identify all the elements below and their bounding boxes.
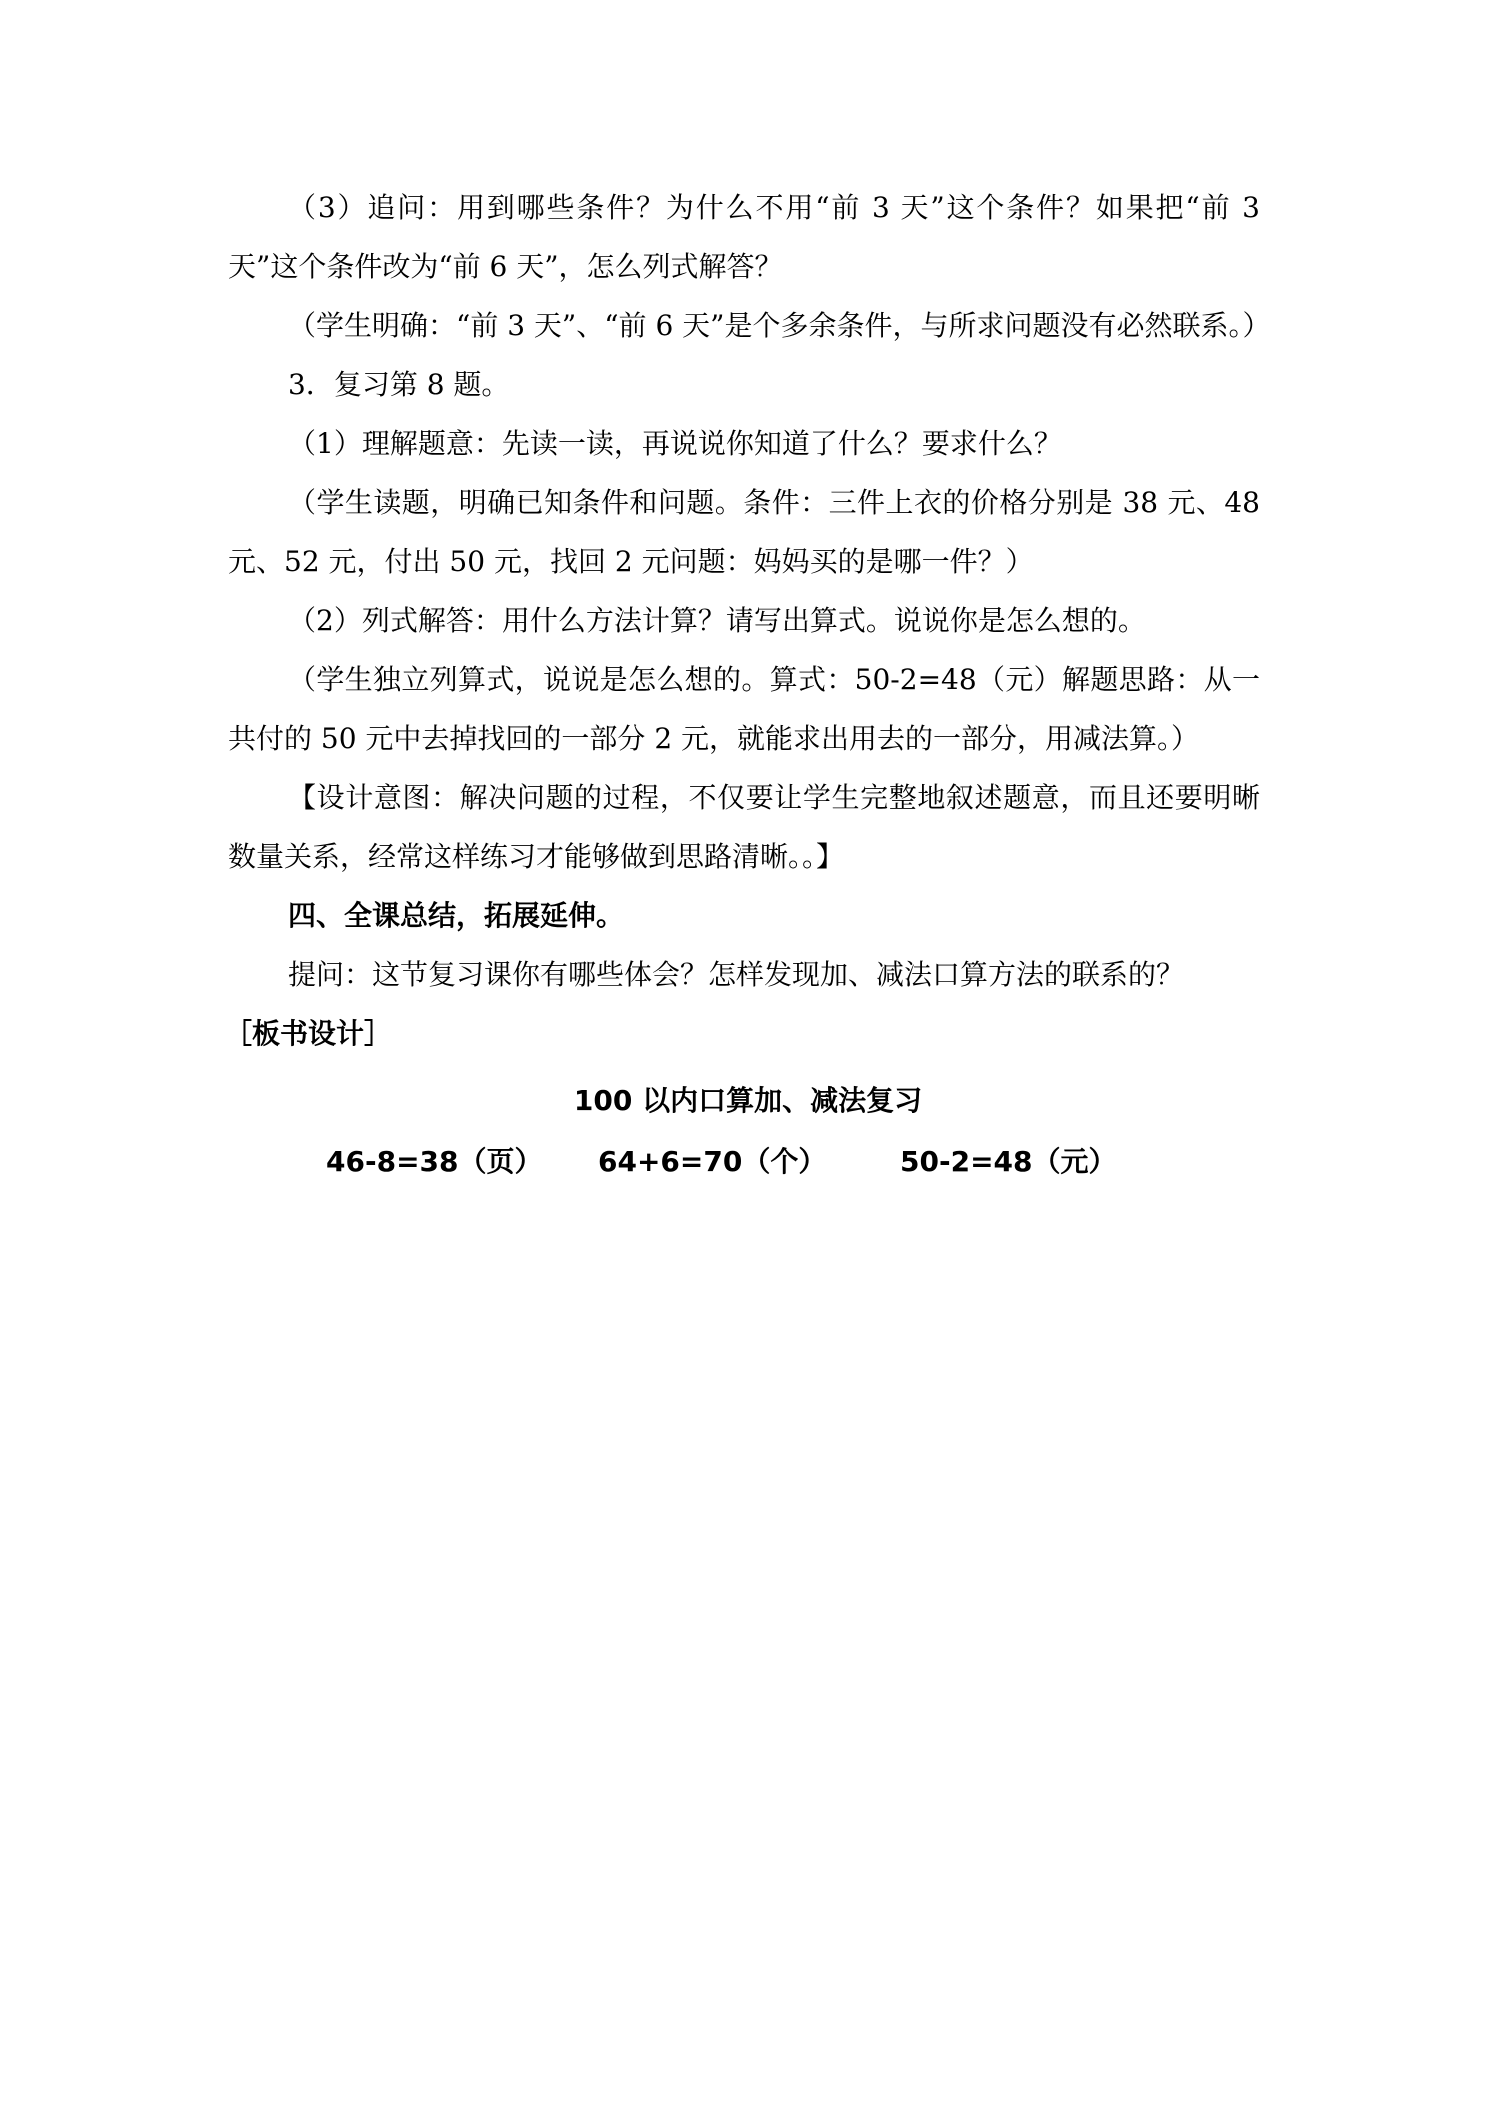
- board-equation: 50-2=48（元）: [900, 1145, 1117, 1178]
- paragraph-review-item-8: 3．复习第 8 题。: [288, 368, 510, 401]
- paragraph-summary-question: 提问：这节复习课你有哪些体会？怎样发现加、减法口算方法的联系的？: [288, 958, 1185, 991]
- board-title: 100 以内口算加、减法复习: [573, 1084, 923, 1117]
- board-equation: 64+6=70（个）: [598, 1145, 827, 1178]
- paragraph-design-intent: 【设计意图：解决问题的过程，不仅要让学生完整地叙述题意，而且还要明晰数量关系，经常这样练习才能够做到思路清晰。。】: [228, 781, 1260, 873]
- document-body: [224, 178, 1271, 1191]
- section-heading: 四、全课总结，拓展延伸。: [288, 899, 625, 932]
- paragraph-solve-equation: （2）列式解答：用什么方法计算？请写出算式。说说你是怎么想的。: [288, 604, 1146, 637]
- paragraph-student-equation: （学生独立列算式，说说是怎么想的。算式：50-2=48（元）解题思路：从一共付的 50 元中去掉找回的一部分 2 元，就能求出用去的一部分，用减法算。）: [228, 663, 1260, 755]
- paragraph-student-read: （学生读题，明确已知条件和问题。条件：三件上衣的价格分别是 38 元、48 元、52 元，付出 50 元，找回 2 元问题：妈妈买的是哪一件？）: [228, 486, 1260, 578]
- board-design-label: ［板书设计］: [224, 1017, 393, 1050]
- paragraph-student-clarify: （学生明确：“前 3 天”、“前 6 天”是个多余条件，与所求问题没有必然联系。）: [288, 309, 1271, 342]
- paragraph-understand-question: （1）理解题意：先读一读，再说说你知道了什么？要求什么？: [288, 427, 1062, 460]
- board-equations: [228, 1132, 1260, 1191]
- paragraph-follow-up-question: （3）追问：用到哪些条件？为什么不用“前 3 天”这个条件？如果把“前 3 天”这个条件改为“前 6 天”，怎么列式解答？: [228, 191, 1260, 283]
- board-equation: 46-8=38（页）: [326, 1145, 543, 1178]
